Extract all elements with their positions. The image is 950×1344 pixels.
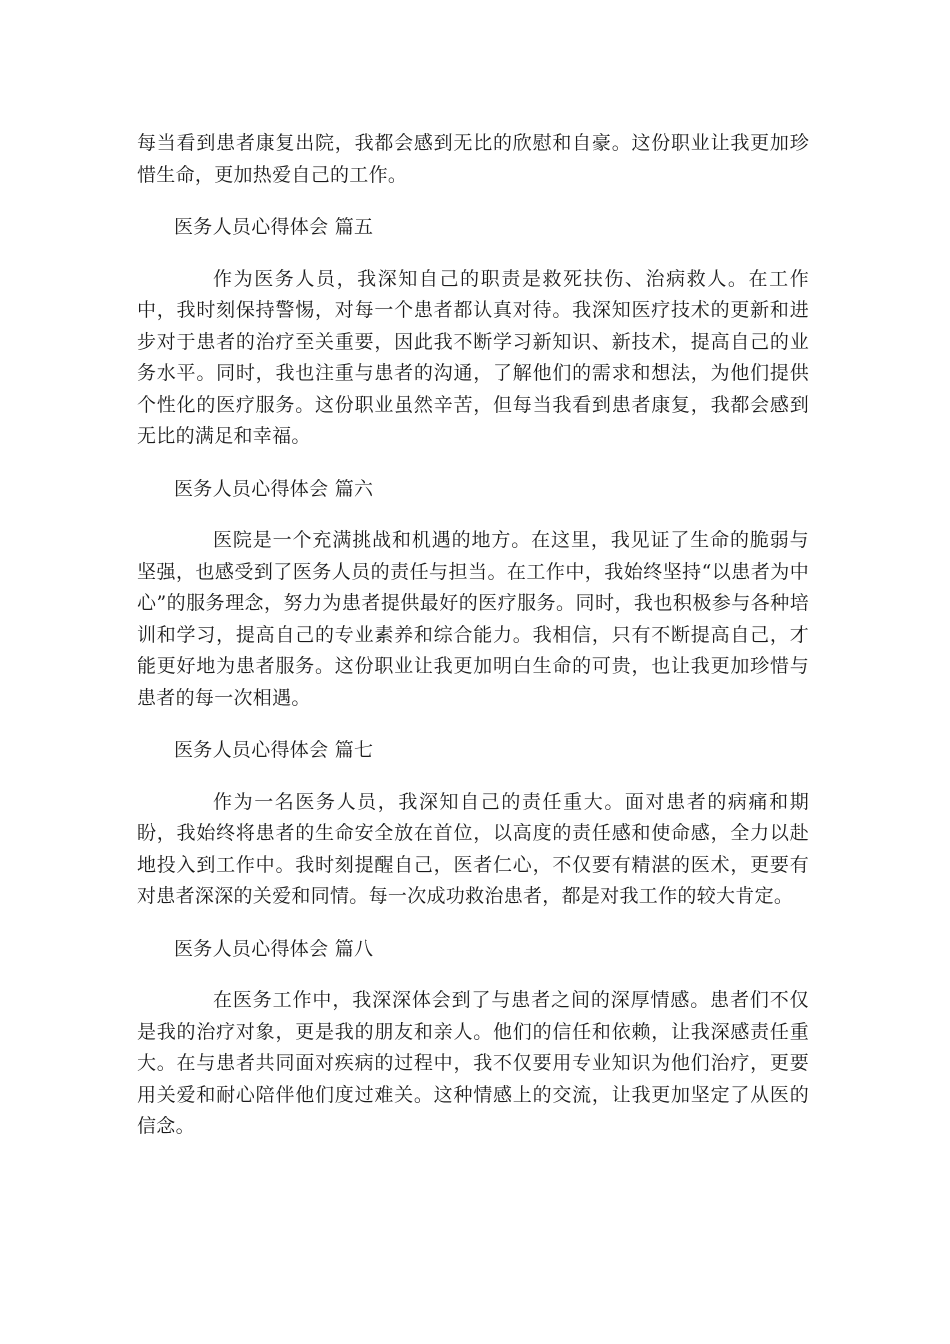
section-paragraph-6: 医院是一个充满挑战和机遇的地方。在这里，我见证了生命的脆弱与坚强，也感受到了医务人员的责任与担当。在工作中，我始终坚持“以患者为中心”的服务理念，努力为患者提供最好的医疗服务。同时，我也积极参与各种培训和学习，提高自己的专业素养和综合能力。我相信，只有不断提高自己，才能更好地为患者服务。这份职业让我更加明白生命的可贵，也让我更加珍惜与患者的每一次相遇。 bbox=[137, 529, 809, 709]
section-heading-6: 医务人员心得体会 篇六 bbox=[174, 477, 374, 500]
intro-paragraph: 每当看到患者康复出院，我都会感到无比的欣慰和自豪。这份职业让我更加珍惜生命，更加热爱自己的工作。 bbox=[137, 132, 809, 186]
spacer bbox=[137, 453, 809, 474]
section-heading-8: 医务人员心得体会 篇八 bbox=[174, 937, 374, 960]
spacer bbox=[137, 244, 809, 264]
spacer bbox=[137, 965, 809, 985]
section-paragraph-8: 在医务工作中，我深深体会到了与患者之间的深厚情感。患者们不仅是我的治疗对象，更是我的朋友和亲人。他们的信任和依赖，让我深感责任重大。在与患者共同面对疾病的过程中，我不仅要用专业知识为他们治疗，更要用关爱和耐心陪伴他们度过难关。这种情感上的交流，让我更加坚定了从医的信念。 bbox=[137, 989, 809, 1137]
document-body bbox=[137, 128, 809, 1143]
spacer bbox=[137, 505, 809, 525]
spacer bbox=[137, 767, 809, 787]
section-heading-5: 医务人员心得体会 篇五 bbox=[174, 216, 374, 238]
section-paragraph-5: 作为医务人员，我深知自己的职责是救死扶伤、治病救人。在工作中，我时刻保持警惕，对每一个患者都认真对待。我深知医疗技术的更新和进步对于患者的治疗至关重要，因此我不断学习新知识、新技术，提高自己的业务水平。同时，我也注重与患者的沟通，了解他们的需求和想法，为他们提供个性化的医疗服务。这份职业虽然辛苦，但每当我看到患者康复，我都会感到无比的满足和幸福。 bbox=[137, 267, 809, 447]
section-heading-7: 医务人员心得体会 篇七 bbox=[174, 739, 374, 761]
spacer bbox=[137, 714, 809, 735]
section-paragraph-7: 作为一名医务人员，我深知自己的责任重大。面对患者的病痛和期盼，我始终将患者的生命安全放在首位，以高度的责任感和使命感，全力以赴地投入到工作中。我时刻提醒自己，医者仁心，不仅要有精湛的医术，更要有对患者深深的关爱和同情。每一次成功救治患者，都是对我工作的较大肯定。 bbox=[137, 790, 809, 907]
spacer bbox=[137, 191, 809, 212]
spacer bbox=[137, 913, 809, 934]
